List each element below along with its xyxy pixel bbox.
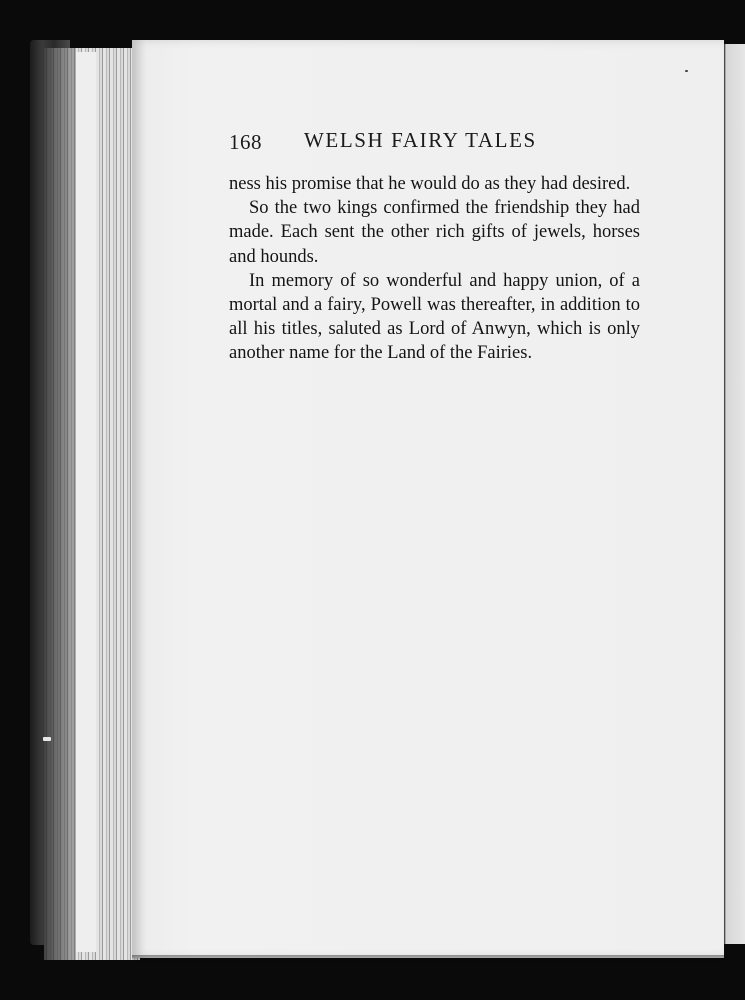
dust-speck bbox=[685, 70, 688, 72]
page-tab-mark bbox=[43, 737, 51, 741]
paragraph-continued: ness his promise that he would do as they had desired. bbox=[229, 174, 631, 194]
page-edge-highlight bbox=[76, 52, 96, 952]
page-number: 168 bbox=[229, 130, 262, 154]
page-body-text bbox=[229, 172, 640, 366]
page-edges-shadow bbox=[44, 48, 76, 960]
paragraph: In memory of so wonderful and happy union, of a mortal and a fairy, Powell was thereafter, in addition to all his titles, saluted as Lord of Anwyn, which is only another name for the Land of the Fairies. bbox=[229, 270, 640, 364]
page-bottom-shadow bbox=[132, 955, 724, 963]
running-head bbox=[229, 128, 649, 158]
paragraph: So the two kings confirmed the friendship they had made. Each sent the other rich gifts of jewels, horses and hounds. bbox=[229, 198, 640, 267]
book-title: WELSH FAIRY TALES bbox=[304, 128, 537, 152]
